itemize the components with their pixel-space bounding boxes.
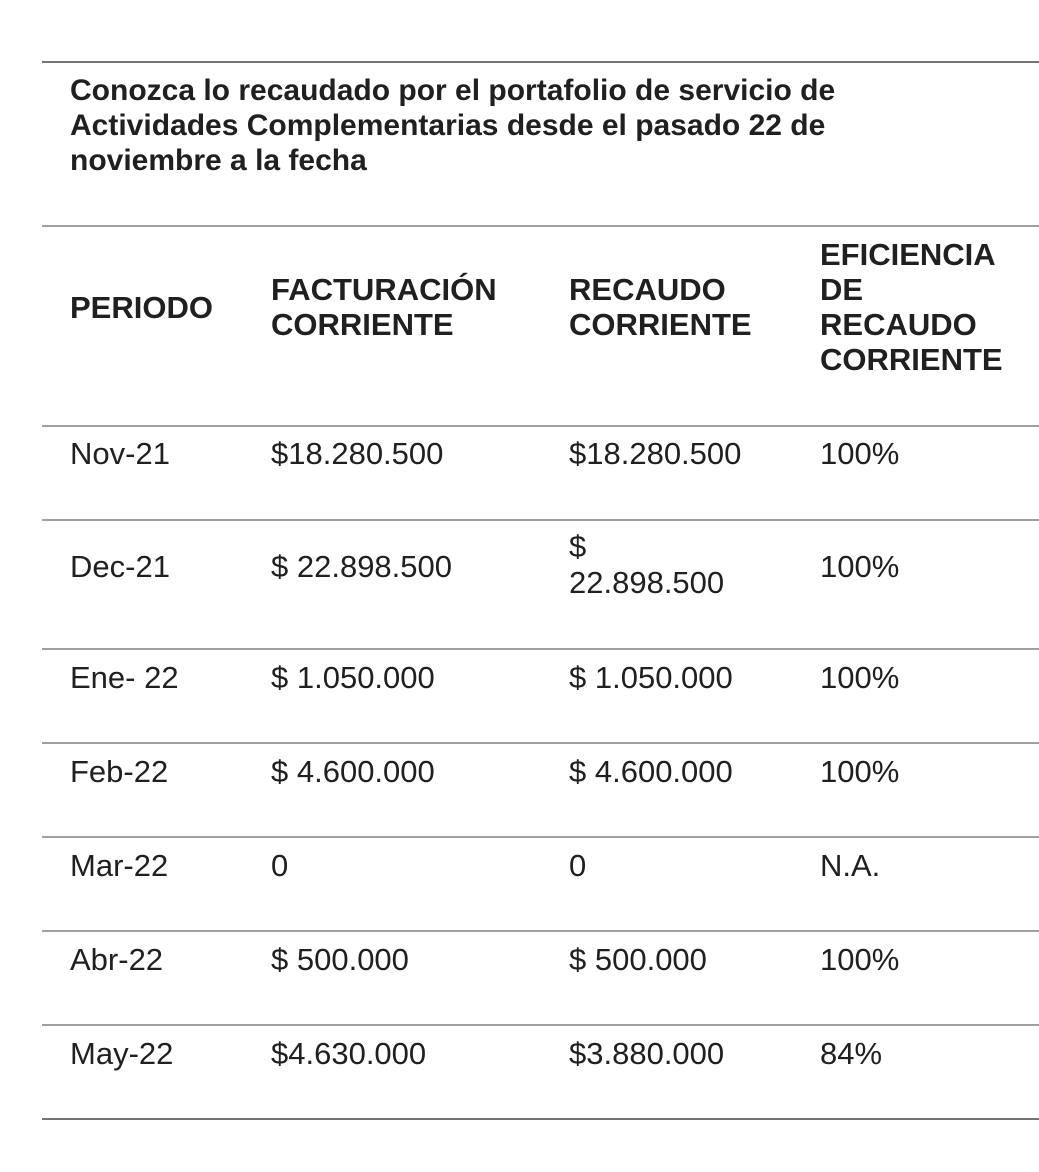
table-cell-eficiencia: 100%	[820, 754, 900, 789]
header-recaudo-corriente: RECAUDO CORRIENTE	[569, 272, 752, 342]
table-cell-periodo: Feb-22	[70, 754, 169, 789]
table-cell-facturacion: $ 22.898.500	[271, 549, 453, 584]
table-cell-facturacion: $4.630.000	[271, 1036, 427, 1071]
table-rule	[42, 425, 1039, 427]
table-cell-recaudo: $ 500.000	[569, 942, 707, 977]
table-cell-eficiencia: 100%	[820, 436, 900, 471]
table-cell-recaudo: $ 4.600.000	[569, 754, 733, 789]
table-cell-facturacion: $ 500.000	[271, 942, 409, 977]
table-rule	[42, 648, 1039, 650]
table-cell-eficiencia: N.A.	[820, 848, 881, 883]
table-rule	[42, 519, 1039, 521]
table-cell-facturacion: $ 4.600.000	[271, 754, 435, 789]
table-cell-periodo: Dec-21	[70, 549, 170, 584]
table-cell-recaudo: 0	[569, 848, 587, 883]
table-rule	[42, 1024, 1039, 1026]
header-facturacion-corriente: FACTURACIÓN CORRIENTE	[271, 272, 497, 342]
table-cell-eficiencia: 100%	[820, 549, 900, 584]
table-cell-periodo: Ene- 22	[70, 660, 179, 695]
table-cell-recaudo: $ 22.898.500	[569, 529, 725, 600]
table-caption: Conozca lo recaudado por el portafolio de servicio de Actividades Complementarias desde el pasado 22 de noviembre a la fecha	[70, 74, 836, 177]
table-cell-recaudo: $18.280.500	[569, 436, 742, 471]
table-rule-bottom	[42, 1118, 1039, 1120]
table-cell-periodo: Abr-22	[70, 942, 164, 977]
table-cell-periodo: Mar-22	[70, 848, 169, 883]
table-cell-facturacion: $ 1.050.000	[271, 660, 435, 695]
table-cell-facturacion: 0	[271, 848, 289, 883]
table-cell-recaudo: $ 1.050.000	[569, 660, 733, 695]
table-rule	[42, 225, 1039, 227]
table-cell-recaudo: $3.880.000	[569, 1036, 725, 1071]
table-rule-top	[42, 61, 1039, 63]
table-cell-eficiencia: 100%	[820, 660, 900, 695]
table-cell-periodo: Nov-21	[70, 436, 170, 471]
table-rule	[42, 930, 1039, 932]
table-cell-eficiencia: 100%	[820, 942, 900, 977]
table-cell-facturacion: $18.280.500	[271, 436, 444, 471]
header-periodo: PERIODO	[70, 290, 213, 325]
table-cell-periodo: May-22	[70, 1036, 174, 1071]
table-rule	[42, 836, 1039, 838]
table-cell-eficiencia: 84%	[820, 1036, 883, 1071]
header-eficiencia-recaudo: EFICIENCIA DE RECAUDO CORRIENTE	[820, 237, 1003, 377]
table-rule	[42, 742, 1039, 744]
